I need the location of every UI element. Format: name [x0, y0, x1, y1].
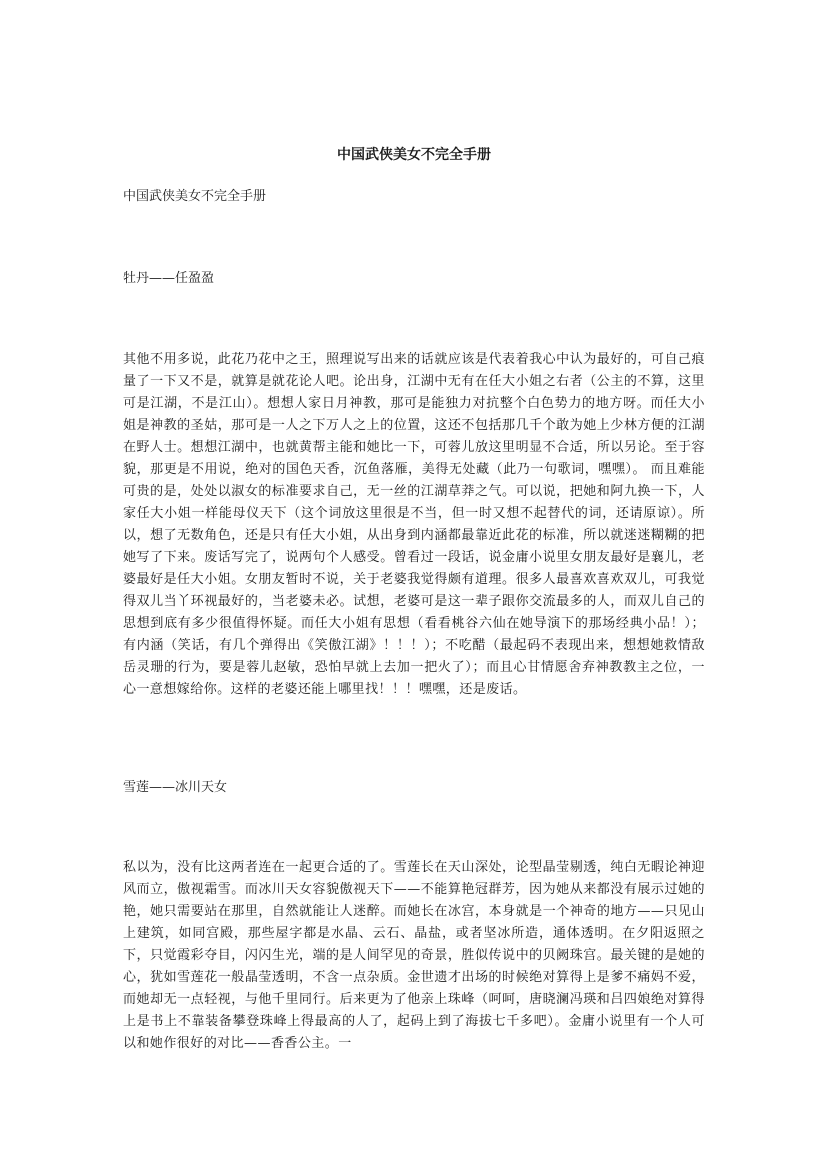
section-heading-snow-lotus: 雪莲——冰川天女: [123, 780, 228, 795]
section-heading-peony: 牡丹——任盈盈: [123, 271, 215, 286]
section-body-snow-lotus: 私以为，没有比这两者连在一起更合适的了。雪莲长在天山深处，论型晶莹剔透，纯白无暇论神迎风而立，傲视霜雪。而冰川天女容貌傲视天下——不能算艳冠群芳，因为她从来都没有展示过她的艳，她只需要站在那里，自然就能让人迷醉。而她长在冰宫，本身就是一个神奇的地方——只见山上建筑，如同宫殿，那些屋字都是水晶、云石、晶盐，或者坚冰所造，通体透明。在夕阳返照之下，只觉霞彩夺目，闪闪生光，端的是人间罕见的奇景，胜似传说中的贝阙珠宫。最关键的是她的心，犹如雪莲花一般晶莹透明，不含一点杂质。金世遗才出场的时候绝对算得上是爹不痛妈不爱，而她却无一点轻视，与他千里同行。后来更为了他亲上珠峰（呵呵，唐晓澜冯瑛和吕四娘绝对算得上是书上不靠装备攀登珠峰上得最高的人了，起码上到了海拔七千多吧）。金庸小说里有一个人可以和她作很好的对比——香香公主。一: [123, 860, 705, 1051]
document-title: 中国武侠美女不完全手册: [337, 147, 491, 163]
section-body-peony: 其他不用多说，此花乃花中之王，照理说写出来的话就应该是代表着我心中认为最好的，可自己痕量了一下又不是，就算是就花论人吧。论出身，江湖中无有在任大小姐之右者（公主的不算，这里可是江湖，不是江山）。想想人家日月神教，那可是能独力对抗整个白色势力的地方呀。而任大小姐是神教的圣姑，那可是一人之下万人之上的位置，这还不包括那几千个敢为她上少林方便的江湖在野人士。想想江湖中，也就黄帮主能和她比一下，可蓉儿放这里明显不合适，所以另论。至于容貌，那更是不用说，绝对的国色天香，沉鱼落雁，美得无处藏（此乃一句歌词，嘿嘿）。 而且难能可贵的是，处处以淑女的标准要求自己，无一丝的江湖草莽之气。可以说，把她和阿九换一下，人家任大小姐一样能母仪天下（这个词放这里很是不当，但一时又想不起替代的词，还请原谅）。所以，想了无数角色，还是只有任大小姐，从出身到内涵都最靠近此花的标准，所以就迷迷糊糊的把她写了下来。废话写完了，说两句个人感受。曾看过一段话，说金庸小说里女朋友最好是襄儿，老婆最好是任大小姐。女朋友暂时不说，关于老婆我觉得颇有道理。很多人最喜欢喜欢双儿，可我觉得双儿当丫环视最好的，当老婆未必。试想，老婆可是这一辈子跟你交流最多的人，而双儿自己的思想到底有多少很值得怀疑。而任大小姐有思想（看看桃谷六仙在她导演下的那场经典小品！）；有内涵（笑话，有几个弹得出《笑傲江湖》！！！）；不吃醋（最起码不表现出来，想想她救情敌岳灵珊的行为，要是蓉儿赵敏，恐怕早就上去加一把火了）；而且心甘情愿舍弃神教教主之位，一心一意想嫁给你。这样的老婆还能上哪里找！！！嘿嘿，还是废话。: [123, 352, 705, 697]
document-page: [123, 0, 705, 1169]
document-subtitle: 中国武侠美女不完全手册: [123, 189, 267, 204]
